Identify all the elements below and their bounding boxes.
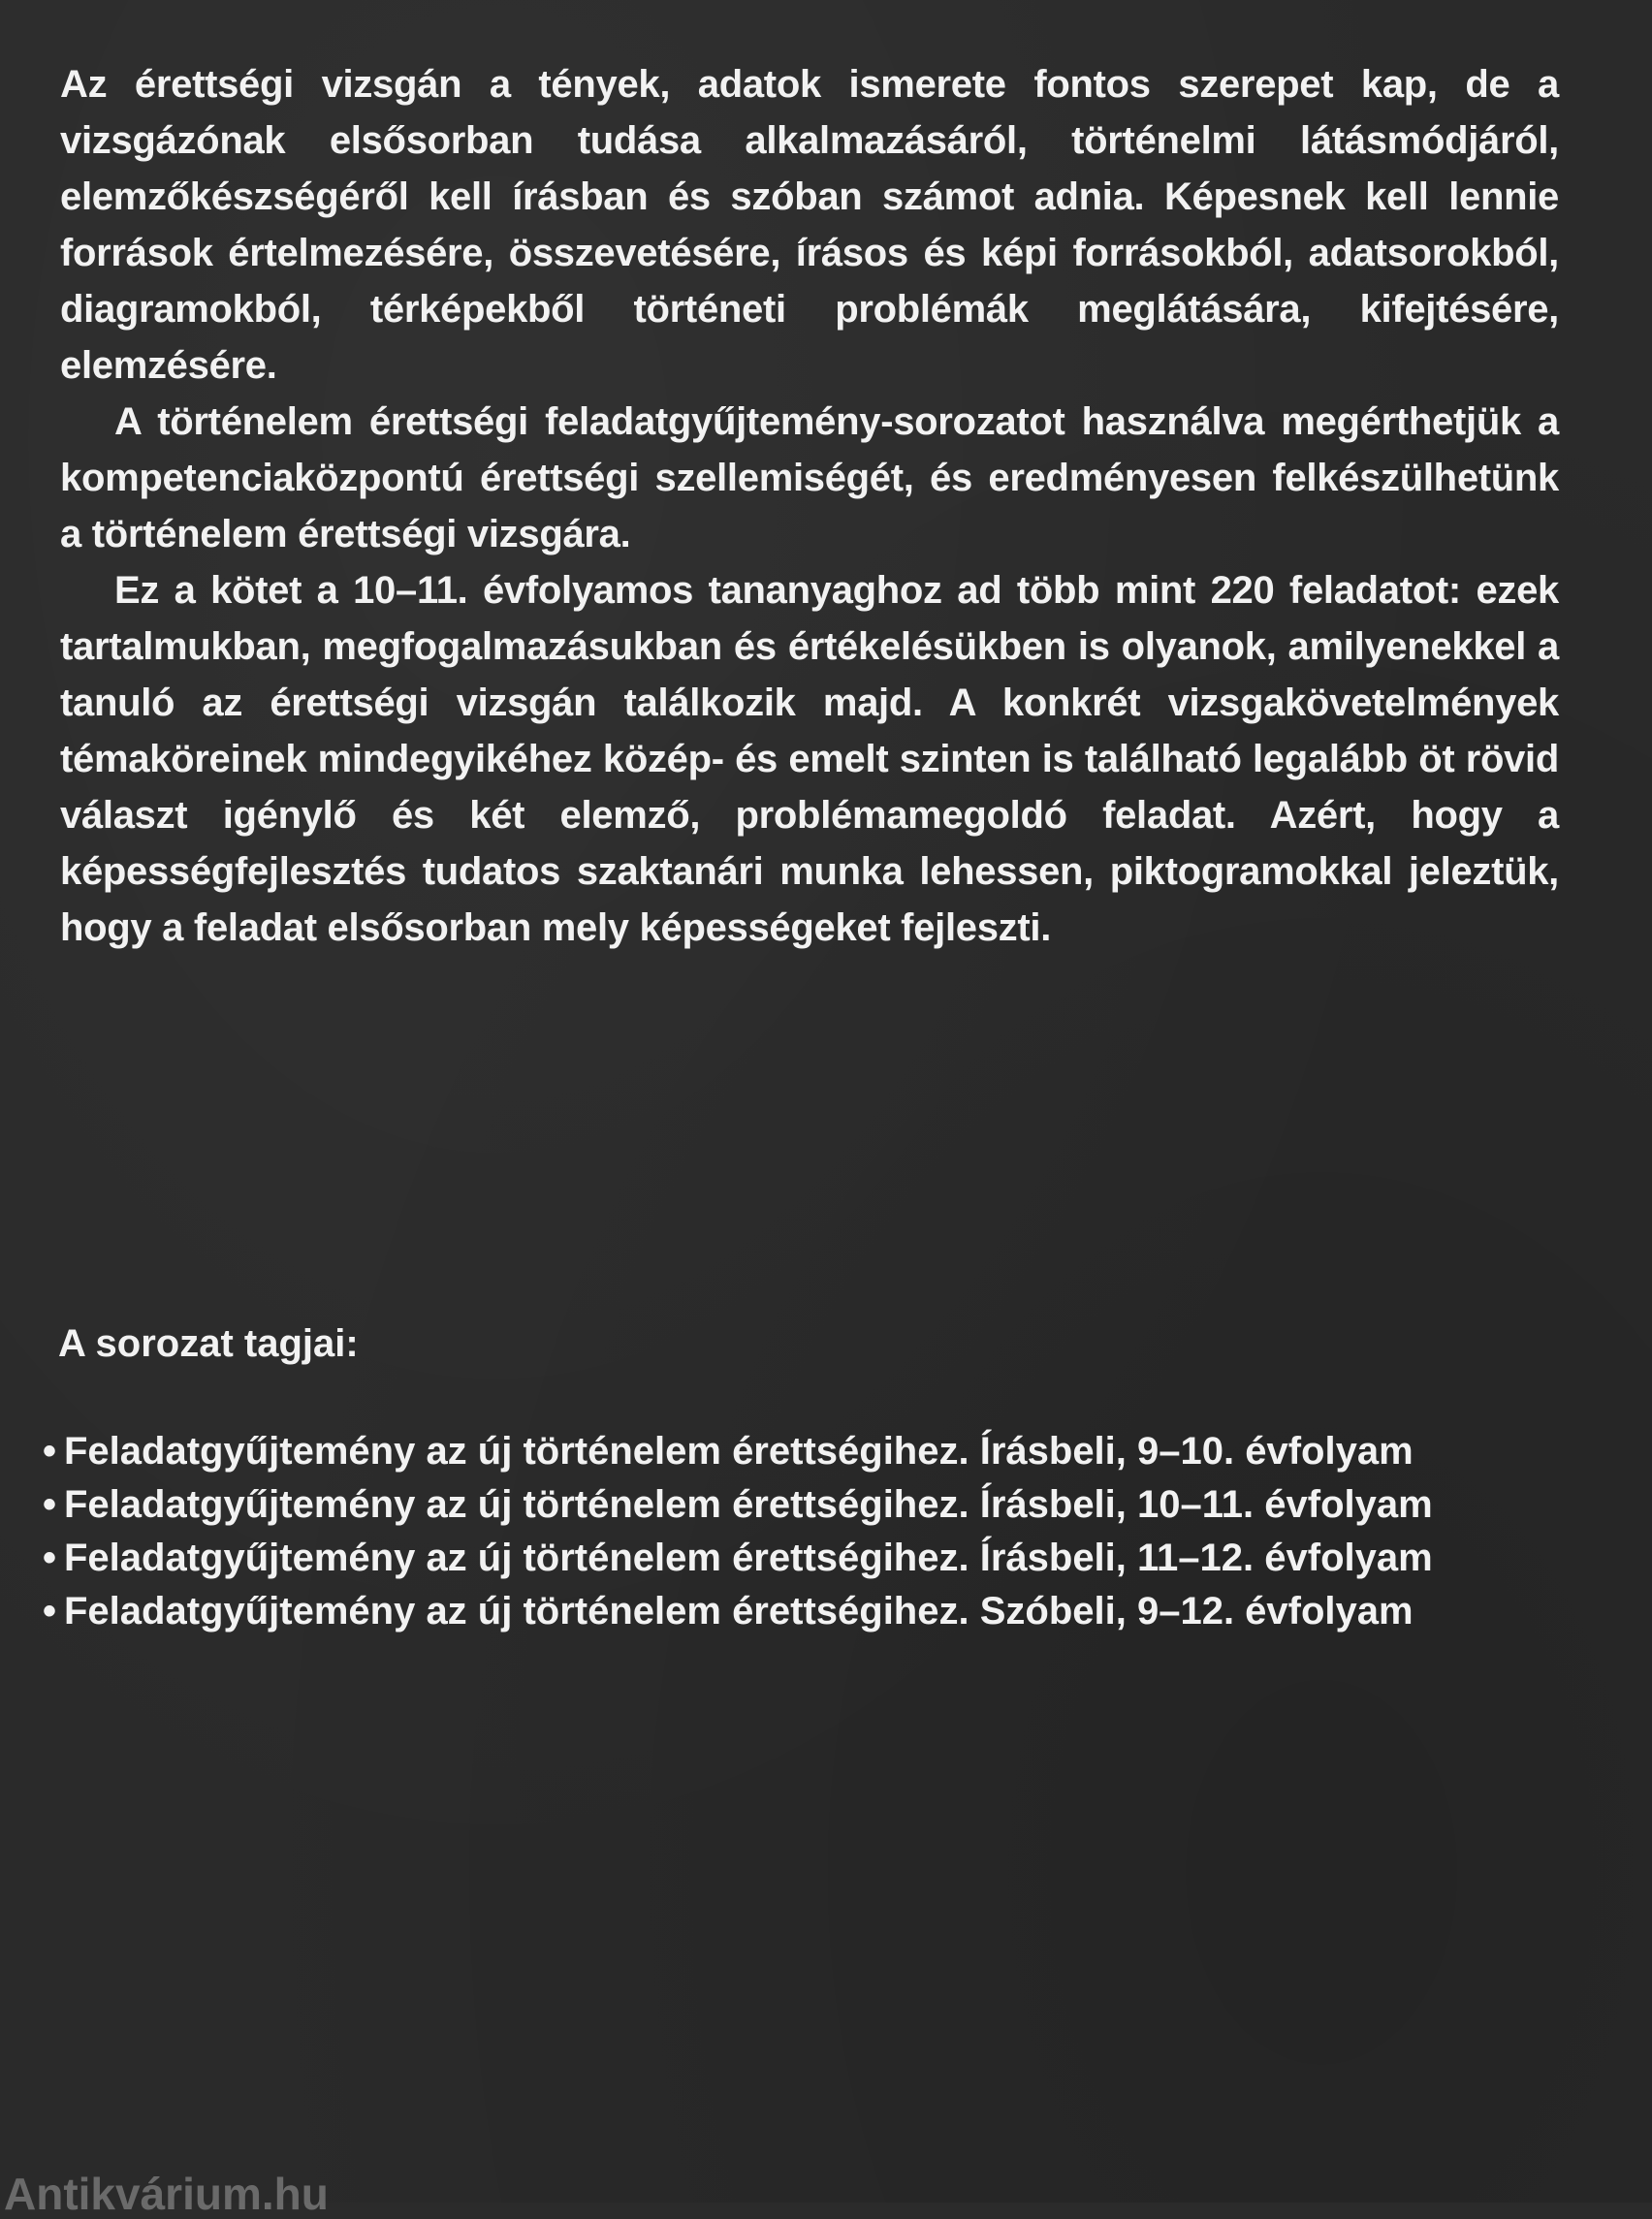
series-item [35,1585,1509,1638]
series-item-title: Feladatgyűjtemény az új történelem érettségihez. Írásbeli, 10–11. évfolyam [64,1483,1433,1526]
bullet-icon: • [42,1483,56,1526]
series-heading: A sorozat tagjai: [58,1322,359,1365]
series-item-title: Feladatgyűjtemény az új történelem érettségihez. Írásbeli, 9–10. évfolyam [64,1430,1414,1473]
series-item [35,1478,1509,1532]
cover-blurb [60,56,1559,956]
bullet-icon: • [42,1430,56,1473]
series-item [35,1425,1509,1478]
bullet-icon: • [42,1537,56,1579]
blurb-paragraph-3: Ez a kötet a 10–11. évfolyamos tananyaghoz ad több mint 220 feladatot: ezek tartalmukban, megfogalmazásukban és értékelésükben is olyanok, amilyenekkel a tanuló az érettségi vizsgán találkozik majd. A konkrét vizsgakövetelmények témaköreinek mindegyikéhez közép- és emelt szinten is található legalább öt rövid választ igénylő és két elemző, problémamegoldó feladat. Azért, hogy a képességfejlesztés tudatos szaktanári munka lehessen, piktogramokkal jeleztük, hogy a feladat elsősorban mely képességeket fejleszti. [60,569,1559,949]
series-item [35,1532,1509,1585]
bullet-icon: • [42,1590,56,1633]
series-item-title: Feladatgyűjtemény az új történelem érettségihez. Írásbeli, 11–12. évfolyam [64,1537,1433,1579]
series-item-title: Feladatgyűjtemény az új történelem érettségihez. Szóbeli, 9–12. évfolyam [64,1590,1414,1633]
watermark: Antikvárium.hu [4,2169,329,2219]
blurb-paragraph-1: Az érettségi vizsgán a tények, adatok ismerete fontos szerepet kap, de a vizsgázónak elsősorban tudása alkalmazásáról, történelmi látásmódjáról, elemzőkészségéről kell írásban és szóban számot adnia. Képesnek kell lennie források értelmezésére, összevetésére, írásos és képi forrásokból, adatsorokból, diagramokból, térképekből történeti problémák meglátására, kifejtésére, elemzésére. [60,63,1559,387]
blurb-paragraph-2: A történelem érettségi feladatgyűjtemény-sorozatot használva megérthetjük a kompetenciaközpontú érettségi szellemiségét, és eredményesen felkészülhetünk a történelem érettségi vizsgára. [60,400,1559,555]
series-list [35,1425,1509,1638]
